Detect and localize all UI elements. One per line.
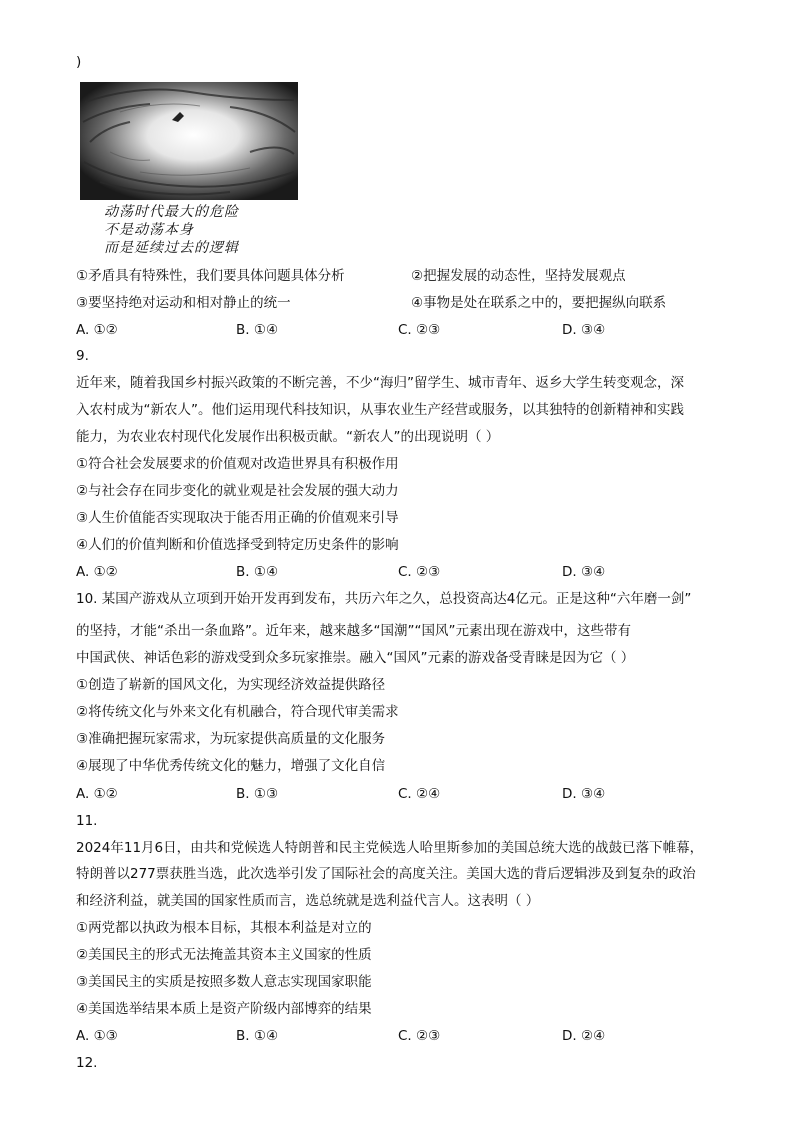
q9-number: 9. [76, 348, 89, 364]
q11-option-d[interactable]: D. ②④ [562, 1028, 606, 1044]
q9-stem-1: 近年来，随着我国乡村振兴政策的不断完善，不少“海归”留学生、城市青年、返乡大学生转变观念，深 [76, 375, 684, 391]
q10-option-a[interactable]: A. ①② [76, 786, 118, 802]
q11-option-a[interactable]: A. ①③ [76, 1028, 118, 1044]
q9-item-4: ④人们的价值判断和价值选择受到特定历史条件的影响 [76, 537, 399, 553]
q9-item-1: ①符合社会发展要求的价值观对改造世界具有积极作用 [76, 456, 399, 472]
q10-stem-2: 的坚持，才能“杀出一条血路”。近年来，越来越多“国潮”“国风”元素出现在游戏中，这些带有 [76, 623, 631, 639]
q11-item-2: ②美国民主的形式无法掩盖其资本主义国家的性质 [76, 947, 372, 963]
storm-illustration [80, 82, 298, 200]
caption-line-3: 而是延续过去的逻辑 [104, 240, 239, 256]
q11-stem-1: 2024年11月6日，由共和党候选人特朗普和民主党候选人哈里斯参加的美国总统大选的战鼓已落下帷幕， [76, 840, 704, 856]
q11-number: 11. [76, 813, 98, 829]
q11-item-4: ④美国选举结果本质上是资产阶级内部博弈的结果 [76, 1001, 372, 1017]
q10-option-c[interactable]: C. ②④ [398, 786, 441, 802]
top-fragment: ) [76, 54, 82, 70]
q9-option-a[interactable]: A. ①② [76, 564, 118, 580]
q8-item-4: ④事物是处在联系之中的，要把握纵向联系 [411, 295, 667, 311]
q8-item-3: ③要坚持绝对运动和相对静止的统一 [76, 295, 291, 311]
q10-stem-3: 中国武侠、神话色彩的游戏受到众多玩家推崇。融入“国风”元素的游戏备受青睐是因为它（ ） [76, 650, 635, 666]
q9-item-3: ③人生价值能否实现取决于能否用正确的价值观来引导 [76, 510, 399, 526]
caption-line-1: 动荡时代最大的危险 [104, 204, 239, 220]
q8-option-c[interactable]: C. ②③ [398, 322, 441, 338]
q10-item-2: ②将传统文化与外来文化有机融合，符合现代审美需求 [76, 704, 399, 720]
q10-option-b[interactable]: B. ①③ [236, 786, 279, 802]
q11-option-b[interactable]: B. ①④ [236, 1028, 279, 1044]
q8-option-a[interactable]: A. ①② [76, 322, 118, 338]
caption-line-2: 不是动荡本身 [104, 222, 194, 238]
q10-item-1: ①创造了崭新的国风文化，为实现经济效益提供路径 [76, 677, 386, 693]
q11-item-1: ①两党都以执政为根本目标，其根本利益是对立的 [76, 920, 372, 936]
q11-option-c[interactable]: C. ②③ [398, 1028, 441, 1044]
q8-option-b[interactable]: B. ①④ [236, 322, 279, 338]
q8-option-d[interactable]: D. ③④ [562, 322, 606, 338]
q11-stem-2: 特朗普以277票获胜当选，此次选举引发了国际社会的高度关注。美国大选的背后逻辑涉及到复杂的政治 [76, 866, 696, 882]
q10-stem-1: 10. 某国产游戏从立项到开始开发再到发布，共历六年之久，总投资高达4亿元。正是这种“六年磨一剑” [76, 591, 692, 607]
q11-stem-3: 和经济利益，就美国的国家性质而言，选总统就是选利益代言人。这表明（ ） [76, 893, 540, 909]
q10-option-d[interactable]: D. ③④ [562, 786, 606, 802]
q8-item-2: ②把握发展的动态性，坚持发展观点 [411, 268, 626, 284]
q9-stem-2: 入农村成为“新农人”。他们运用现代科技知识，从事农业生产经营或服务，以其独特的创新精神和实践 [76, 402, 684, 418]
q11-item-3: ③美国民主的实质是按照多数人意志实现国家职能 [76, 974, 372, 990]
q8-item-1: ①矛盾具有特殊性，我们要具体问题具体分析 [76, 268, 345, 284]
q9-option-b[interactable]: B. ①④ [236, 564, 279, 580]
q9-item-2: ②与社会存在同步变化的就业观是社会发展的强大动力 [76, 483, 399, 499]
q10-item-4: ④展现了中华优秀传统文化的魅力，增强了文化自信 [76, 758, 386, 774]
q9-stem-3: 能力，为农业农村现代化发展作出积极贡献。“新农人”的出现说明（ ） [76, 429, 500, 445]
q10-item-3: ③准确把握玩家需求，为玩家提供高质量的文化服务 [76, 731, 386, 747]
q9-option-d[interactable]: D. ③④ [562, 564, 606, 580]
q12-number: 12. [76, 1055, 98, 1071]
q9-option-c[interactable]: C. ②③ [398, 564, 441, 580]
